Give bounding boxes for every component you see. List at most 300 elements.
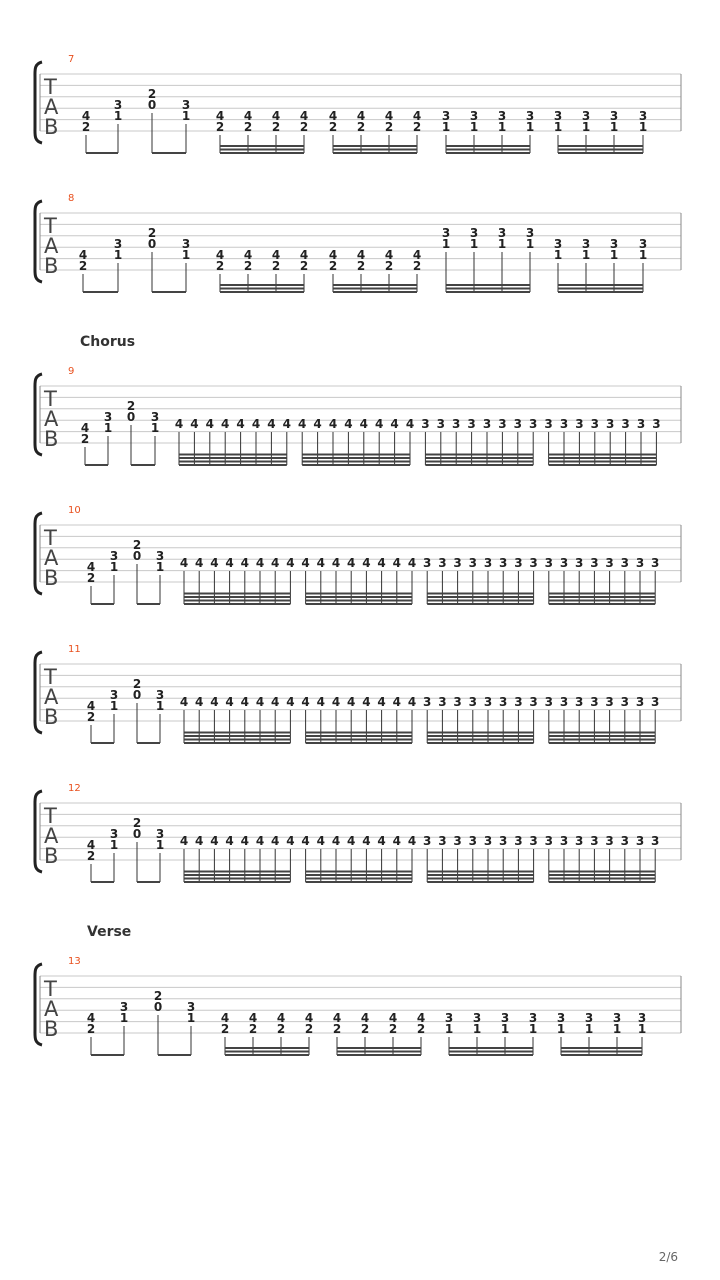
fret-number: 4 [255,695,265,709]
fret-number: 3 [575,556,584,570]
fret-number: 4 [225,556,234,570]
fret-number: 3 [483,556,493,570]
fret-number: 3 [514,556,523,570]
fret-number: 3 [453,556,462,570]
tab-clef-letter: T [44,75,57,99]
fret-number: 1 [469,120,479,134]
fret-number: 3 [441,226,451,240]
fret-number: 4 [392,834,401,848]
fret-number: 4 [255,834,265,848]
fret-number: 4 [299,248,309,262]
fret-number: 3 [423,695,432,709]
fret-number: 2 [147,87,157,101]
fret-number: 3 [499,556,508,570]
fret-number: 1 [609,120,619,134]
fret-number: 3 [438,695,447,709]
tab-system [35,193,681,292]
fret-number: 2 [271,120,281,134]
fret-number: 1 [497,237,507,251]
fret-number: 3 [559,556,569,570]
fret-number: 4 [215,109,225,123]
fret-number: 3 [609,237,619,251]
fret-number: 3 [638,237,648,251]
fret-number: 1 [637,1022,647,1036]
fret-number: 4 [78,248,88,262]
fret-number: 2 [220,1022,230,1036]
fret-number: 4 [301,834,310,848]
fret-number: 1 [103,421,113,435]
fret-number: 1 [612,1022,622,1036]
fret-number: 2 [356,259,366,273]
fret-number: 3 [544,834,553,848]
fret-number: 3 [651,695,660,709]
fret-number: 4 [251,417,261,431]
fret-number: 3 [109,549,119,563]
fret-number: 4 [328,417,338,431]
fret-number: 4 [276,1011,286,1025]
fret-number: 4 [360,1011,370,1025]
bar-number: 9 [68,366,75,377]
fret-number: 4 [328,248,338,262]
fret-number: 3 [581,237,591,251]
fret-number: 1 [638,120,648,134]
fret-number: 2 [388,1022,398,1036]
fret-number: 2 [360,1022,370,1036]
fret-number: 2 [384,120,394,134]
fret-number: 3 [575,417,584,431]
fret-number: 2 [412,120,422,134]
fret-number: 2 [299,259,309,273]
fret-number: 3 [525,226,535,240]
fret-number: 4 [347,556,356,570]
fret-number: 3 [636,417,646,431]
fret-number: 3 [181,98,191,112]
fret-number: 3 [553,109,563,123]
fret-number: 2 [412,259,422,273]
tab-clef-letter: T [44,977,57,1001]
tab-clef-letter: B [44,115,59,139]
fret-number: 1 [500,1022,510,1036]
fret-number: 2 [153,989,163,1003]
fret-number: 4 [286,834,295,848]
fret-number: 4 [375,417,384,431]
tab-clef-letter: A [44,95,59,119]
fret-number: 2 [328,259,338,273]
fret-number: 3 [109,688,119,702]
fret-number: 4 [86,560,96,574]
fret-number: 2 [81,120,91,134]
fret-number: 4 [316,556,325,570]
fret-number: 4 [392,695,401,709]
page-number: 2/6 [658,1250,678,1264]
fret-number: 3 [468,695,477,709]
fret-number: 3 [436,417,445,431]
fret-number: 1 [497,120,507,134]
fret-number: 2 [215,259,225,273]
fret-number: 4 [225,834,234,848]
tab-system [35,334,681,465]
fret-number: 3 [635,556,645,570]
fret-number: 3 [544,417,553,431]
fret-number: 4 [225,695,234,709]
fret-number: 4 [243,109,253,123]
fret-number: 4 [282,417,291,431]
fret-number: 1 [113,248,123,262]
fret-number: 4 [331,834,341,848]
fret-number: 1 [186,1011,196,1025]
fret-number: 4 [405,417,415,431]
fret-number: 4 [407,556,417,570]
fret-number: 3 [605,695,614,709]
fret-number: 1 [109,699,119,713]
fret-number: 2 [215,120,225,134]
fret-number: 3 [483,834,493,848]
fret-number: 4 [412,248,422,262]
fret-number: 4 [179,556,189,570]
fret-number: 4 [412,109,422,123]
fret-number: 4 [356,109,366,123]
fret-number: 3 [605,834,614,848]
fret-number: 1 [581,120,591,134]
fret-number: 3 [514,834,523,848]
fret-number: 4 [236,417,245,431]
fret-number: 1 [155,699,165,713]
fret-number: 3 [529,417,538,431]
fret-number: 4 [179,695,189,709]
fret-number: 4 [267,417,276,431]
fret-number: 4 [377,834,386,848]
tab-clef-letter: T [44,526,57,550]
tab-clef-letter: A [44,234,59,258]
tab-system [35,783,681,882]
fret-number: 4 [271,834,280,848]
fret-number: 4 [174,417,184,431]
fret-number: 2 [86,1022,96,1036]
fret-number: 3 [559,417,569,431]
fret-number: 4 [240,834,249,848]
tab-system [35,644,681,743]
fret-number: 2 [356,120,366,134]
fret-number: 2 [126,399,136,413]
fret-number: 4 [221,417,230,431]
fret-number: 3 [529,834,538,848]
tab-clef-letter: A [44,997,59,1021]
fret-number: 4 [332,1011,342,1025]
fret-number: 4 [304,1011,314,1025]
fret-number: 1 [113,109,123,123]
fret-number: 3 [584,1011,594,1025]
fret-number: 3 [472,1011,482,1025]
fret-number: 3 [635,834,645,848]
fret-number: 1 [472,1022,482,1036]
fret-number: 1 [525,237,535,251]
fret-number: 3 [452,417,461,431]
fret-number: 3 [423,556,432,570]
fret-number: 2 [243,120,253,134]
tab-clef-letter: T [44,804,57,828]
fret-number: 4 [286,556,295,570]
fret-number: 3 [150,410,160,424]
fret-number: 4 [205,417,214,431]
tab-clef-letter: T [44,214,57,238]
fret-number: 3 [438,556,447,570]
bar-number: 10 [68,505,81,516]
fret-number: 1 [609,248,619,262]
fret-number: 3 [469,109,479,123]
fret-number: 3 [109,827,119,841]
fret-number: 3 [651,556,660,570]
tab-clef-letter: A [44,407,59,431]
fret-number: 1 [150,421,160,435]
fret-number: 3 [155,827,165,841]
fret-number: 4 [195,556,204,570]
fret-number: 4 [301,695,310,709]
fret-number: 2 [243,259,253,273]
fret-number: 4 [362,556,371,570]
fret-number: 4 [248,1011,258,1025]
fret-number: 4 [215,248,225,262]
fret-number: 1 [638,248,648,262]
fret-number: 4 [240,556,249,570]
fret-number: 1 [109,838,119,852]
fret-number: 3 [528,1011,538,1025]
fret-number: 4 [80,421,90,435]
fret-number: 4 [220,1011,230,1025]
fret-number: 3 [620,695,629,709]
tab-system [35,924,681,1055]
fret-number: 2 [132,677,142,691]
fret-number: 3 [575,834,584,848]
fret-number: 3 [620,834,629,848]
fret-number: 4 [362,834,371,848]
bar-number: 7 [68,54,75,65]
fret-number: 2 [86,571,96,585]
fret-number: 3 [559,834,569,848]
fret-number: 3 [113,98,123,112]
fret-number: 3 [652,417,661,431]
fret-number: 4 [299,109,309,123]
fret-number: 4 [301,556,310,570]
tab-clef-letter: B [44,844,59,868]
fret-number: 3 [553,237,563,251]
fret-number: 1 [441,120,451,134]
fret-number: 2 [328,120,338,134]
fret-number: 4 [331,556,341,570]
fret-number: 3 [581,109,591,123]
fret-number: 0 [126,410,136,424]
fret-number: 1 [181,109,191,123]
fret-number: 1 [581,248,591,262]
fret-number: 3 [483,695,493,709]
fret-number: 3 [575,695,584,709]
fret-number: 4 [195,834,204,848]
fret-number: 3 [498,417,507,431]
fret-number: 1 [469,237,479,251]
fret-number: 3 [155,549,165,563]
fret-number: 4 [210,695,219,709]
fret-number: 1 [444,1022,454,1036]
fret-number: 4 [255,556,265,570]
fret-number: 2 [299,120,309,134]
fret-number: 2 [271,259,281,273]
fret-number: 4 [362,695,371,709]
fret-number: 1 [556,1022,566,1036]
fret-number: 3 [423,834,432,848]
fret-number: 3 [559,695,569,709]
fret-number: 2 [332,1022,342,1036]
fret-number: 3 [544,556,553,570]
fret-number: 4 [359,417,368,431]
fret-number: 3 [497,109,507,123]
fret-number: 3 [441,109,451,123]
fret-number: 2 [80,432,90,446]
fret-number: 3 [637,1011,647,1025]
tab-clef-letter: B [44,254,59,278]
fret-number: 0 [132,827,142,841]
fret-number: 3 [612,1011,622,1025]
fret-number: 4 [286,695,295,709]
fret-number: 3 [620,556,629,570]
tab-clef-letter: T [44,387,57,411]
fret-number: 3 [482,417,492,431]
fret-number: 3 [453,834,462,848]
bar-number: 11 [68,644,81,655]
fret-number: 3 [119,1000,129,1014]
fret-number: 3 [609,109,619,123]
fret-number: 4 [316,695,325,709]
fret-number: 1 [441,237,451,251]
fret-number: 3 [444,1011,454,1025]
fret-number: 4 [240,695,249,709]
fret-number: 4 [81,109,91,123]
fret-number: 4 [243,248,253,262]
fret-number: 1 [181,248,191,262]
fret-number: 4 [210,556,219,570]
fret-number: 1 [528,1022,538,1036]
fret-number: 3 [638,109,648,123]
fret-number: 1 [155,560,165,574]
fret-number: 4 [388,1011,398,1025]
fret-number: 2 [416,1022,426,1036]
fret-number: 4 [347,695,356,709]
fret-number: 2 [304,1022,314,1036]
fret-number: 0 [132,549,142,563]
fret-number: 3 [500,1011,510,1025]
fret-number: 1 [525,120,535,134]
fret-number: 1 [584,1022,594,1036]
bar-number: 13 [68,956,81,967]
tab-clef-letter: B [44,427,59,451]
fret-number: 4 [195,695,204,709]
fret-number: 4 [271,109,281,123]
fret-number: 4 [392,556,401,570]
fret-number: 2 [147,226,157,240]
fret-number: 3 [605,556,614,570]
fret-number: 2 [78,259,88,273]
fret-number: 4 [416,1011,426,1025]
fret-number: 3 [651,834,660,848]
fret-number: 2 [132,816,142,830]
fret-number: 4 [356,248,366,262]
fret-number: 4 [407,695,417,709]
tab-clef-letter: B [44,566,59,590]
fret-number: 1 [553,248,563,262]
fret-number: 3 [514,695,523,709]
fret-number: 4 [313,417,322,431]
fret-number: 3 [544,695,553,709]
tab-clef-letter: A [44,546,59,570]
fret-number: 3 [468,556,477,570]
tab-clef-letter: A [44,824,59,848]
fret-number: 4 [190,417,199,431]
fret-number: 4 [271,556,280,570]
fret-number: 4 [407,834,417,848]
fret-number: 0 [153,1000,163,1014]
fret-number: 4 [347,834,356,848]
fret-number: 4 [384,109,394,123]
tab-clef-letter: B [44,1017,59,1041]
fret-number: 3 [606,417,615,431]
fret-number: 1 [553,120,563,134]
fret-number: 3 [469,226,479,240]
fret-number: 4 [344,417,353,431]
tab-clef-letter: B [44,705,59,729]
fret-number: 2 [86,849,96,863]
fret-number: 3 [590,417,599,431]
fret-number: 2 [132,538,142,552]
fret-number: 4 [377,556,386,570]
fret-number: 3 [590,695,599,709]
fret-number: 3 [103,410,113,424]
fret-number: 2 [276,1022,286,1036]
fret-number: 3 [421,417,430,431]
fret-number: 1 [109,560,119,574]
fret-number: 4 [271,248,281,262]
fret-number: 3 [497,226,507,240]
bar-number: 12 [68,783,81,794]
fret-number: 4 [328,109,338,123]
fret-number: 2 [384,259,394,273]
fret-number: 3 [513,417,522,431]
fret-number: 3 [499,834,508,848]
section-label: Chorus [80,334,136,350]
fret-number: 2 [86,710,96,724]
fret-number: 4 [377,695,386,709]
fret-number: 4 [86,699,96,713]
fret-number: 3 [525,109,535,123]
fret-number: 4 [390,417,399,431]
fret-number: 4 [298,417,307,431]
fret-number: 4 [384,248,394,262]
fret-number: 4 [210,834,219,848]
fret-number: 3 [468,834,477,848]
tab-clef-letter: A [44,685,59,709]
fret-number: 3 [499,695,508,709]
fret-number: 4 [271,695,280,709]
fret-number: 0 [132,688,142,702]
tab-system [35,54,681,153]
fret-number: 3 [438,834,447,848]
tab-system [35,505,681,604]
fret-number: 1 [155,838,165,852]
fret-number: 3 [181,237,191,251]
fret-number: 3 [467,417,476,431]
fret-number: 0 [147,98,157,112]
fret-number: 2 [248,1022,258,1036]
fret-number: 3 [113,237,123,251]
fret-number: 3 [186,1000,196,1014]
fret-number: 3 [590,556,599,570]
